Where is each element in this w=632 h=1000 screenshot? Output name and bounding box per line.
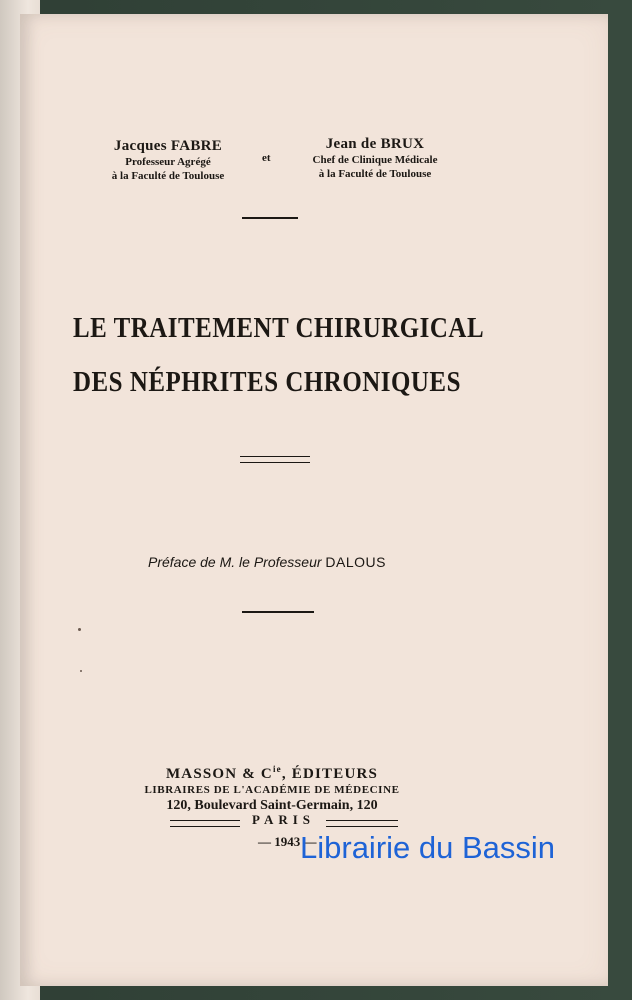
author-title: Chef de Clinique Médicale (312, 154, 438, 166)
city-rule-right (326, 820, 398, 827)
publisher-address: 120, Boulevard Saint-Germain, 120 (166, 798, 378, 813)
city-rule-left (170, 820, 240, 827)
book-title-line-1: LE TRAITEMENT CHIRURGICAL (73, 312, 485, 344)
preface-prefix: Préface de M. le Professeur (148, 554, 322, 570)
publisher-subtitle: LIBRAIRES DE L'ACADÉMIE DE MÉDECINE (144, 784, 400, 796)
title-page (20, 14, 608, 986)
paper-speck (78, 628, 81, 631)
publisher-name: MASSON & $C^{ie}$, ÉDITEURS (165, 764, 379, 782)
preface-author: DALOUS (325, 554, 386, 570)
publication-year: — 1943 — (258, 834, 317, 849)
author-name: Jean de BRUX (325, 136, 425, 152)
author-right (292, 136, 458, 181)
watermark-text: Librairie du Bassin (300, 830, 556, 865)
book-title-line-2: DES NÉPHRITES CHRONIQUES (73, 366, 461, 398)
author-affiliation: à la Faculté de Toulouse (318, 168, 432, 180)
publisher-city: PARIS (252, 812, 316, 827)
double-separator-rule (240, 456, 310, 463)
conjunction: et (262, 152, 271, 164)
preface-line (148, 554, 386, 570)
separator-rule (242, 217, 298, 219)
author-title: Professeur Agrégé (125, 156, 211, 168)
author-name: Jacques FABRE (113, 138, 223, 154)
paper-speck (80, 670, 82, 672)
author-left (88, 138, 248, 183)
publisher-block (120, 764, 424, 814)
separator-rule (242, 611, 314, 613)
author-affiliation: à la Faculté de Toulouse (111, 170, 225, 182)
